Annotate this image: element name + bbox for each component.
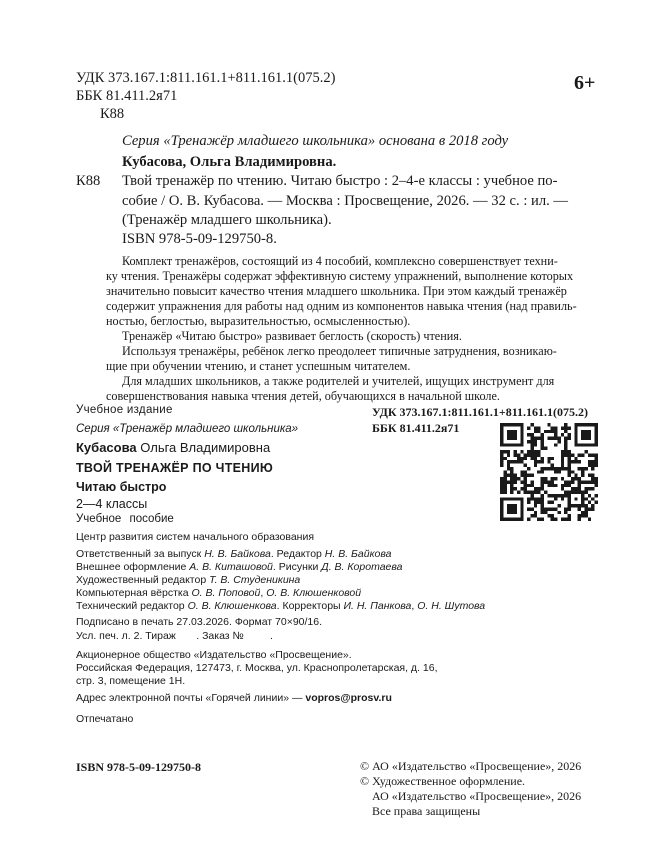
book-title: ТВОЙ ТРЕНАЖЁР ПО ЧТЕНИЮ: [76, 461, 274, 475]
annotation-line: Комплект тренажёров, состоящий из 4 пособий, комплексно совершенствует техни-: [122, 254, 558, 268]
bib-mark: К88: [76, 173, 101, 189]
credit-person: А. В. Киташовой: [189, 561, 273, 573]
credit-role: . Рисунки: [272, 561, 322, 573]
copyright-block: [360, 759, 581, 819]
center-name: Центр развития систем начального образования: [76, 531, 315, 543]
print-run: Усл. печ. л. 2. Тираж . Заказ № .: [76, 630, 273, 642]
author-name: Ольга Владимировна: [136, 440, 271, 455]
annotation-line: совершенствования навыка чтения детей, обучающихся в начальной школе.: [106, 389, 500, 403]
credit-line: [76, 548, 485, 561]
credit-role: ,: [411, 600, 418, 612]
annotation-line: ностью, беглостью, выразительностью, осмысленностью).: [106, 314, 411, 328]
credit-person: Д. В. Коротаева: [321, 561, 403, 573]
print-signed: Подписано в печать 27.03.2026. Формат 70×90/16.: [76, 616, 323, 628]
credits-list: [76, 548, 485, 613]
credit-role: Художественный редактор: [76, 574, 210, 586]
publisher-line: стр. 3, помещение 1Н.: [76, 675, 186, 687]
credit-line: [76, 587, 485, 600]
credit-person: Т. В. Студеникина: [209, 574, 301, 586]
bib-description: [122, 172, 598, 231]
credit-person: И. Н. Панкова: [343, 600, 412, 612]
annotation-line: Тренажёр «Читаю быстро» развивает беглость (скорость) чтения.: [122, 329, 462, 343]
bib-line: Твой тренажёр по чтению. Читаю быстро : 2–4-е классы : учебное по-: [122, 173, 558, 189]
credit-role: ,: [260, 587, 267, 599]
imprint-series: Серия «Тренажёр младшего школьника»: [76, 423, 299, 435]
copyright-line: © АО «Издательство «Просвещение», 2026: [360, 759, 582, 773]
credit-role: Ответственный за выпуск: [76, 548, 205, 560]
credit-person: О. Н. Шутова: [417, 600, 486, 612]
credit-role: . Корректоры: [276, 600, 344, 612]
bib-isbn: ISBN 978-5-09-129750-8.: [122, 231, 277, 247]
edition-type: Учебное издание: [76, 404, 173, 416]
grades: 2—4 классы: [76, 497, 148, 511]
rights-reserved: Все права защищены: [372, 804, 481, 818]
credit-role: Внешнее оформление: [76, 561, 190, 573]
credit-role: Технический редактор: [76, 600, 188, 612]
credit-person: О. В. Клюшенковой: [266, 587, 362, 599]
credit-line: [76, 600, 485, 613]
imprint-author: [76, 440, 270, 455]
age-rating: 6+: [574, 72, 596, 94]
publisher-line: Акционерное общество «Издательство «Просвещение».: [76, 649, 352, 661]
annotation-line: щие при обучении чтению, и станет успешным читателем.: [106, 359, 411, 373]
credit-person: О. В. Клюшенкова: [187, 600, 277, 612]
bbk-code: ББК 81.411.2я71: [76, 88, 178, 104]
book-type: Учебное пособие: [76, 513, 174, 525]
hotline-email[interactable]: vopros@prosv.ru: [305, 692, 392, 704]
copyright-line: © Художественное оформление.: [360, 774, 526, 788]
annotation-line: значительно повысит качество чтения младшего школьника. При этом каждый тренажёр: [106, 284, 567, 298]
udk-code: УДК 373.167.1:811.161.1+811.161.1(075.2): [76, 70, 336, 86]
credit-line: [76, 561, 485, 574]
credit-person: Н. В. Байкова: [204, 548, 271, 560]
annotation-line: ку чтения. Тренажёры содержат эффективную систему упражнений, выполнение которых: [106, 269, 574, 283]
footer-isbn: ISBN 978-5-09-129750-8: [76, 760, 201, 774]
copyright-line: АО «Издательство «Просвещение», 2026: [372, 789, 582, 803]
author-mark: К88: [100, 106, 125, 122]
credits-block: [76, 548, 485, 613]
udk-code-right: УДК 373.167.1:811.161.1+811.161.1(075.2): [372, 405, 589, 419]
publisher-line: Российская Федерация, 127473, г. Москва, ул. Краснопролетарская, д. 16,: [76, 662, 438, 674]
bib-author: Кубасова, Ольга Владимировна.: [122, 154, 337, 170]
credit-role: Компьютерная вёрстка: [76, 587, 192, 599]
hotline: [76, 692, 392, 705]
annotation-line: Для младших школьников, а также родителей и учителей, ищущих инструмент для: [122, 374, 555, 388]
book-subtitle: Читаю быстро: [76, 480, 167, 494]
credit-role: . Редактор: [270, 548, 325, 560]
author-surname: Кубасова: [76, 440, 137, 455]
qr-code: [500, 423, 598, 521]
annotation-line: содержит упражнения для работы над одним из компонентов навыка чтения (над правиль-: [106, 299, 577, 313]
bbk-code-right: ББК 81.411.2я71: [372, 421, 460, 435]
bib-line: (Тренажёр младшего школьника).: [122, 212, 332, 228]
credit-line: [76, 574, 485, 587]
credit-person: О. В. Поповой: [191, 587, 261, 599]
credit-person: Н. В. Байкова: [324, 548, 392, 560]
hotline-label: Адрес электронной почты «Горячей линии» —: [76, 692, 306, 704]
series-note: Серия «Тренажёр младшего школьника» основана в 2018 году: [122, 133, 509, 149]
annotation-line: Используя тренажёры, ребёнок легко преодолеет типичные затруднения, возникаю-: [122, 344, 557, 358]
printed-at: Отпечатано: [76, 713, 134, 725]
bib-line: собие / О. В. Кубасова. — Москва : Просвещение, 2026. — 32 с. : ил. —: [122, 192, 568, 209]
